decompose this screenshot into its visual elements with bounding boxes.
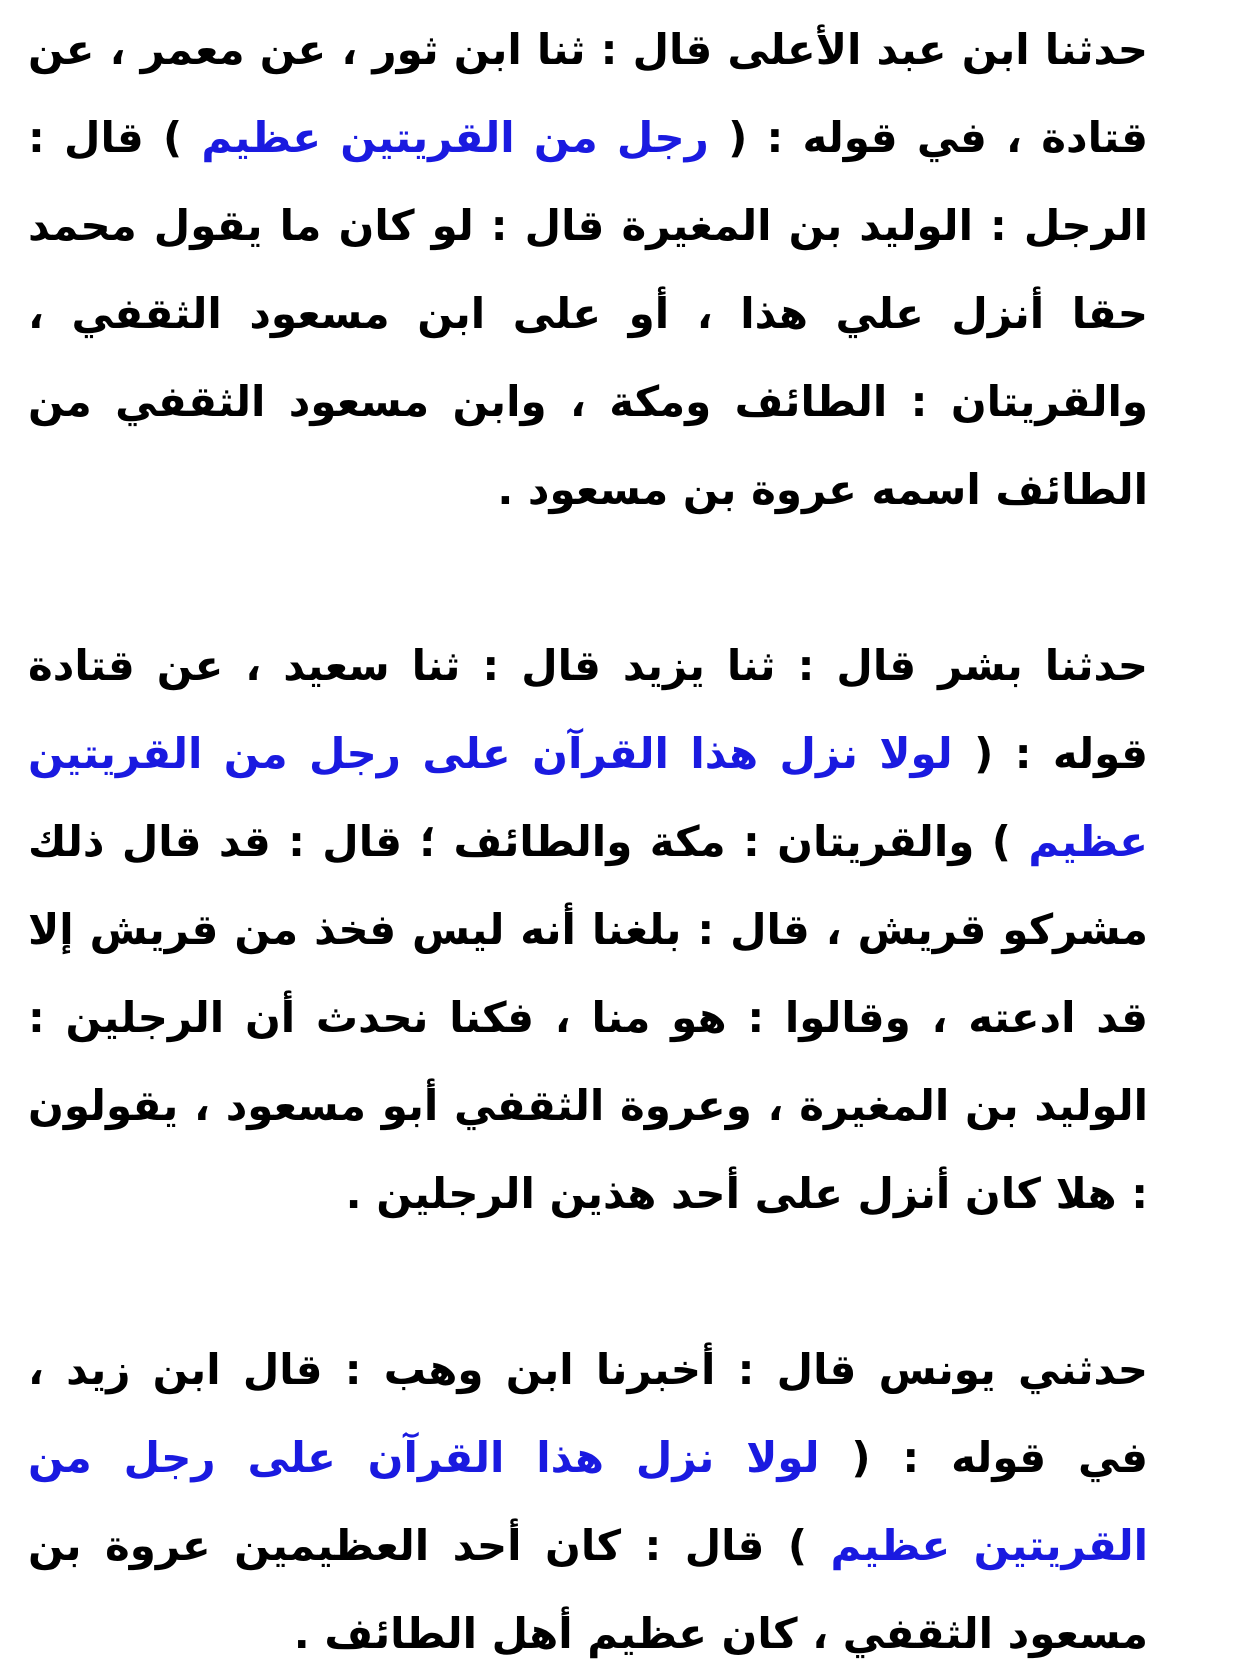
quran-quote: لولا نزل هذا القرآن على رجل من القريتين عظيم: [28, 729, 1148, 866]
paragraph-text: حدثني يونس قال : أخبرنا ابن وهب : قال ابن زيد ، في قوله : (: [28, 1345, 1149, 1482]
quran-quote: لولا نزل هذا القرآن على رجل من القريتين عظيم: [28, 1433, 1148, 1570]
quran-quote: رجل من القريتين عظيم: [201, 113, 709, 162]
paragraph-text: ) قال : الرجل : الوليد بن المغيرة قال : لو كان ما يقول محمد حقا أنزل علي هذا ، أو على ابن مسعود الثقفي ، والقريتان : الطائف ومكة ، وابن مسعود الثقفي من الطائف اسمه عروة بن مسعود .: [28, 113, 1148, 514]
paragraph-text: ) قال : كان أحد العظيمين عروة بن مسعود الثقفي ، كان عظيم أهل الطائف .: [28, 1521, 1148, 1658]
paragraph-text: ) والقريتان : مكة والطائف ؛ قال : قد قال ذلك مشركو قريش ، قال : بلغنا أنه ليس فخذ من قريش إلا قد ادعته ، وقالوا : هو منا ، فكنا نحدث أن الرجلين : الوليد بن المغيرة ، وعروة الثقفي أبو مسعود ، يقولون : هلا كان أنزل على أحد هذين الرجلين .: [28, 817, 1148, 1218]
paragraph-3: [28, 1326, 1148, 1678]
document-body: [28, 6, 1148, 1678]
paragraph-text: حدثنا بشر قال : ثنا يزيد قال : ثنا سعيد ، عن قتادة قوله : (: [28, 641, 1149, 778]
paragraph-text: حدثنا ابن عبد الأعلى قال : ثنا ابن ثور ، عن معمر ، عن قتادة ، في قوله : (: [28, 25, 1149, 162]
paragraph-1: [28, 6, 1148, 534]
paragraph-2: [28, 622, 1148, 1238]
